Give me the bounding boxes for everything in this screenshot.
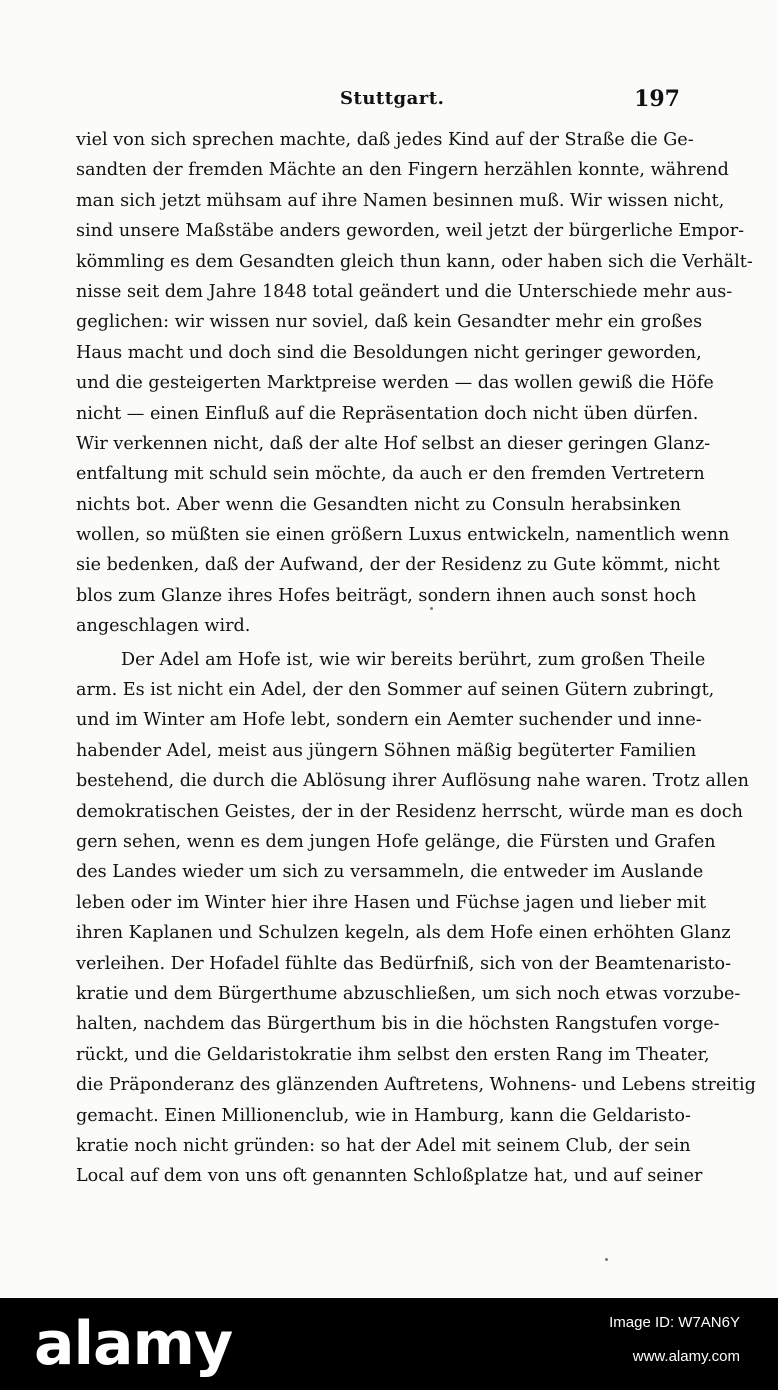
text-line: rückt, und die Geldaristokratie ihm selbst den ersten Rang im Theater,	[76, 1044, 710, 1065]
text-line: kratie und dem Bürgerthume abzuschließen, um sich noch etwas vorzube-	[76, 983, 741, 1004]
text-line: Wir verkennen nicht, daß der alte Hof selbst an dieser geringen Glanz-	[76, 433, 711, 454]
image-id-label: Image ID: W7AN6Y	[609, 1314, 740, 1331]
text-line: leben oder im Winter hier ihre Hasen und Füchse jagen und lieber mit	[76, 892, 707, 913]
text-line: halten, nachdem das Bürgerthum bis in die höchsten Rangstufen vorge-	[76, 1014, 720, 1035]
watermark-footer	[0, 1298, 778, 1390]
text-line: Haus macht und doch sind die Besoldungen nicht geringer geworden,	[76, 342, 702, 363]
text-line: geglichen: wir wissen nur soviel, daß kein Gesandter mehr ein großes	[76, 312, 703, 333]
text-line: viel von sich sprechen machte, daß jedes Kind auf der Straße die Ge-	[76, 130, 694, 150]
paragraph-2	[76, 645, 756, 1192]
text-line: sie bedenken, daß der Aufwand, der der Residenz zu Gute kömmt, nicht	[76, 555, 720, 576]
text-line: sind unsere Maßstäbe anders geworden, weil jetzt der bürgerliche Empor-	[76, 221, 745, 242]
scan-speck	[430, 607, 433, 610]
page-number: 197	[634, 86, 680, 112]
text-line: verleihen. Der Hofadel fühlte das Bedürfniß, sich von der Beamtenaristo-	[76, 953, 732, 974]
text-line: demokratischen Geistes, der in der Residenz herrscht, würde man es doch	[76, 801, 743, 822]
body-text	[76, 125, 756, 1192]
text-line: und im Winter am Hofe lebt, sondern ein Aemter suchender und inne-	[76, 710, 702, 731]
text-line: des Landes wieder um sich zu versammeln, die entweder im Auslande	[76, 862, 704, 883]
text-line: arm. Es ist nicht ein Adel, der den Sommer auf seinen Gütern zubringt,	[76, 680, 715, 701]
text-line: sandten der fremden Mächte an den Fingern herzählen konnte, während	[76, 160, 729, 181]
text-line: man sich jetzt mühsam auf ihre Namen besinnen muß. Wir wissen nicht,	[76, 190, 725, 211]
site-url: www.alamy.com	[632, 1348, 740, 1365]
text-line: die Präponderanz des glänzenden Auftretens, Wohnens- und Lebens streitig	[76, 1075, 756, 1096]
text-line: kömmling es dem Gesandten gleich thun kann, oder haben sich die Verhält-	[76, 251, 753, 272]
alamy-logo: alamy	[34, 1309, 233, 1379]
text-line: nisse seit dem Jahre 1848 total geändert und die Unterschiede mehr aus-	[76, 281, 733, 302]
text-line: entfaltung mit schuld sein möchte, da auch er den fremden Vertretern	[76, 464, 705, 485]
scan-speck	[605, 1258, 608, 1261]
text-line: Der Adel am Hofe ist, wie wir bereits berührt, zum großen Theile	[121, 649, 706, 670]
text-line: und die gesteigerten Marktpreise werden — das wollen gewiß die Höfe	[76, 373, 714, 394]
text-line: wollen, so müßten sie einen größern Luxus entwickeln, namentlich wenn	[76, 525, 730, 546]
text-line: gern sehen, wenn es dem jungen Hofe gelänge, die Fürsten und Grafen	[76, 831, 716, 852]
text-line: Local auf dem von uns oft genannten Schloßplatze hat, und auf seiner	[76, 1166, 703, 1187]
running-head-title: Stuttgart.	[340, 88, 445, 109]
text-line: kratie noch nicht gründen: so hat der Adel mit seinem Club, der sein	[76, 1135, 691, 1156]
text-line: habender Adel, meist aus jüngern Söhnen mäßig begüterter Familien	[76, 740, 697, 761]
text-line: nicht — einen Einfluß auf die Repräsentation doch nicht üben dürfen.	[76, 403, 699, 424]
text-line: gemacht. Einen Millionenclub, wie in Hamburg, kann die Geldaristo-	[76, 1105, 691, 1126]
text-line: angeschlagen wird.	[76, 616, 251, 637]
text-line: blos zum Glanze ihres Hofes beiträgt, sondern ihnen auch sonst hoch	[76, 585, 697, 606]
text-line: ihren Kaplanen und Schulzen kegeln, als dem Hofe einen erhöhten Glanz	[76, 923, 731, 944]
running-head	[0, 86, 778, 116]
text-line: bestehend, die durch die Ablösung ihrer Auflösung nahe waren. Trotz allen	[76, 771, 749, 792]
text-line: nichts bot. Aber wenn die Gesandten nicht zu Consuln herabsinken	[76, 494, 681, 515]
paragraph-1	[76, 125, 753, 642]
